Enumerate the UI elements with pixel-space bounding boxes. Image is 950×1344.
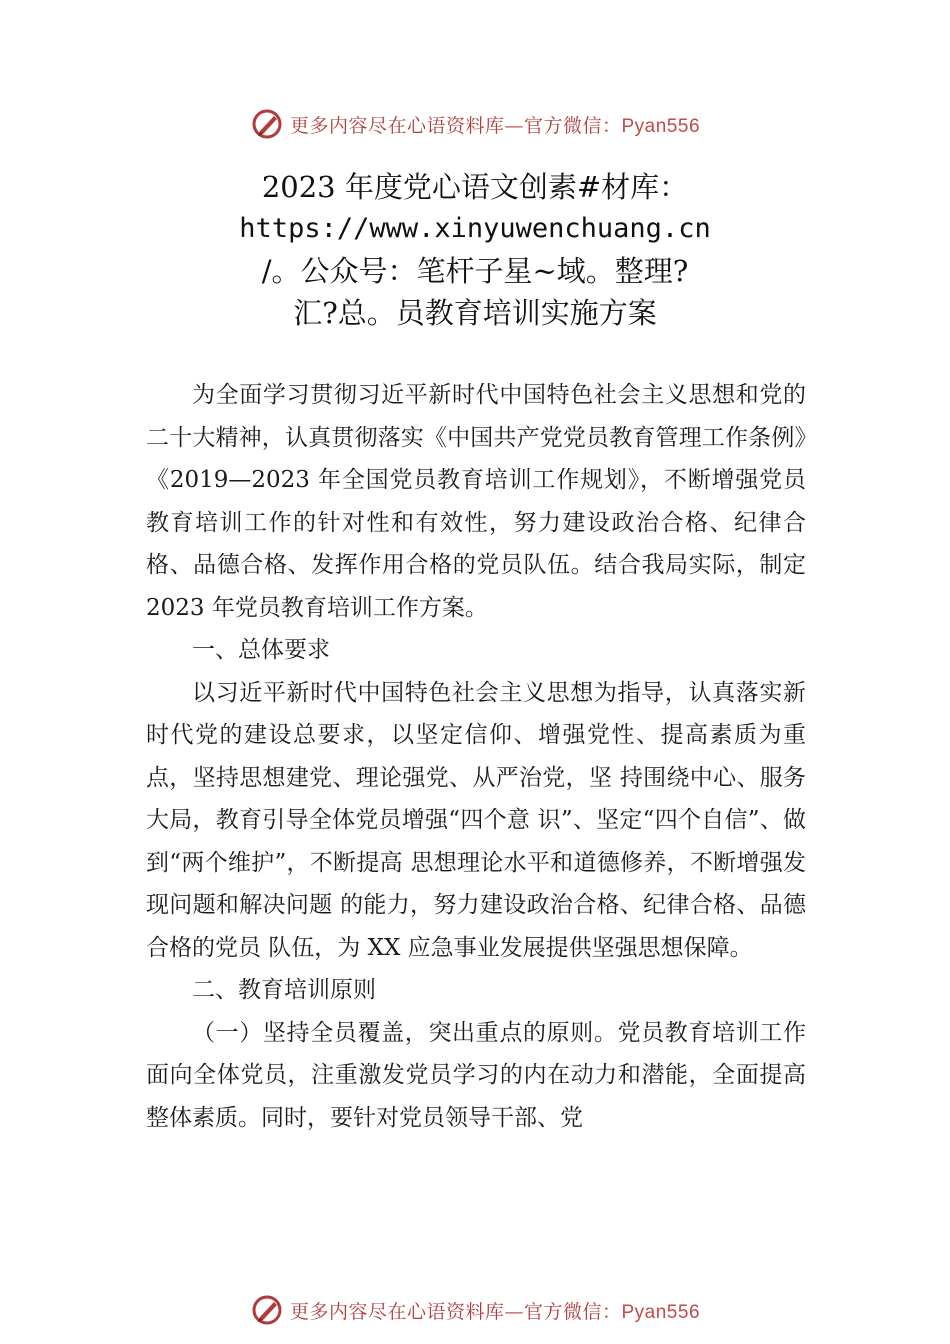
watermark-site-text: 更多内容尽在心语资料库: [289, 114, 505, 137]
watermark-text: [290, 1297, 700, 1324]
paragraph-principle-1: （一）坚持全员覆盖，突出重点的原则。党员教育培训工作面向全体党员，注重激发党员学习的内在动力和潜能，全面提高整体素质。同时，要针对党员领导干部、党: [146, 1019, 806, 1131]
document-title: [150, 166, 800, 334]
paragraph-general-requirements: 以习近平新时代中国特色社会主义思想为指导，认真落实新时代党的建设总要求，以坚定信仰、增强党性、提高素质为重点，坚持思想建党、理论强党、从严治党，坚 持围绕中心、服务大局，教育引导全体党员增强“四个意 识”、坚定“四个自信”、做到“两个维护”，不断提高 思想理论水平和道德修养，不断增强发现问题和解决问题 的能力，努力建设政治合格、纪律合格、品德合格的党员 队伍，为 XX 应急事业发展提供坚强思想保障。: [146, 679, 806, 961]
watermark-separator: —: [504, 1300, 524, 1323]
paragraph-intro: 为全面学习贯彻习近平新时代中国特色社会主义思想和党的二十大精神，认真贯彻落实《中国共产党党员教育管理工作条例》《2019—2023 年全国党员教育培训工作规划》，不断增强党员教育培训工作的针对性和有效性，努力建设政治合格、纪律合格、品德合格、发挥作用合格的党员队伍。结合我局实际，制定 2023 年党员教育培训工作方案。: [146, 382, 806, 621]
section-heading-2: 二、教育培训原则: [192, 977, 376, 1003]
watermark-separator: —: [504, 114, 524, 137]
title-line-3: /。公众号：笔杆子星~域。整理?: [261, 254, 689, 288]
watermark-account: Pyan556: [621, 115, 701, 137]
section-heading-1: 一、总体要求: [192, 637, 330, 663]
header-watermark-banner: [0, 104, 950, 144]
watermark-wechat-label: 官方微信：: [523, 1300, 622, 1323]
pen-circle-logo-icon: [250, 107, 284, 141]
document-body: [146, 374, 806, 1139]
watermark-site-text: 更多内容尽在心语资料库: [289, 1300, 505, 1323]
watermark-text: [290, 111, 700, 138]
title-line-4: 汇?总。员教育培训实施方案: [293, 296, 657, 330]
title-line-2: https://www.xinyuwenchuang.cn: [239, 213, 711, 244]
watermark-account: Pyan556: [621, 1301, 701, 1323]
title-line-1: 2023 年度党心语文创素#材库：: [261, 170, 689, 204]
pen-circle-logo-icon: [250, 1293, 284, 1327]
footer-watermark-banner: [0, 1290, 950, 1330]
watermark-wechat-label: 官方微信：: [523, 114, 622, 137]
